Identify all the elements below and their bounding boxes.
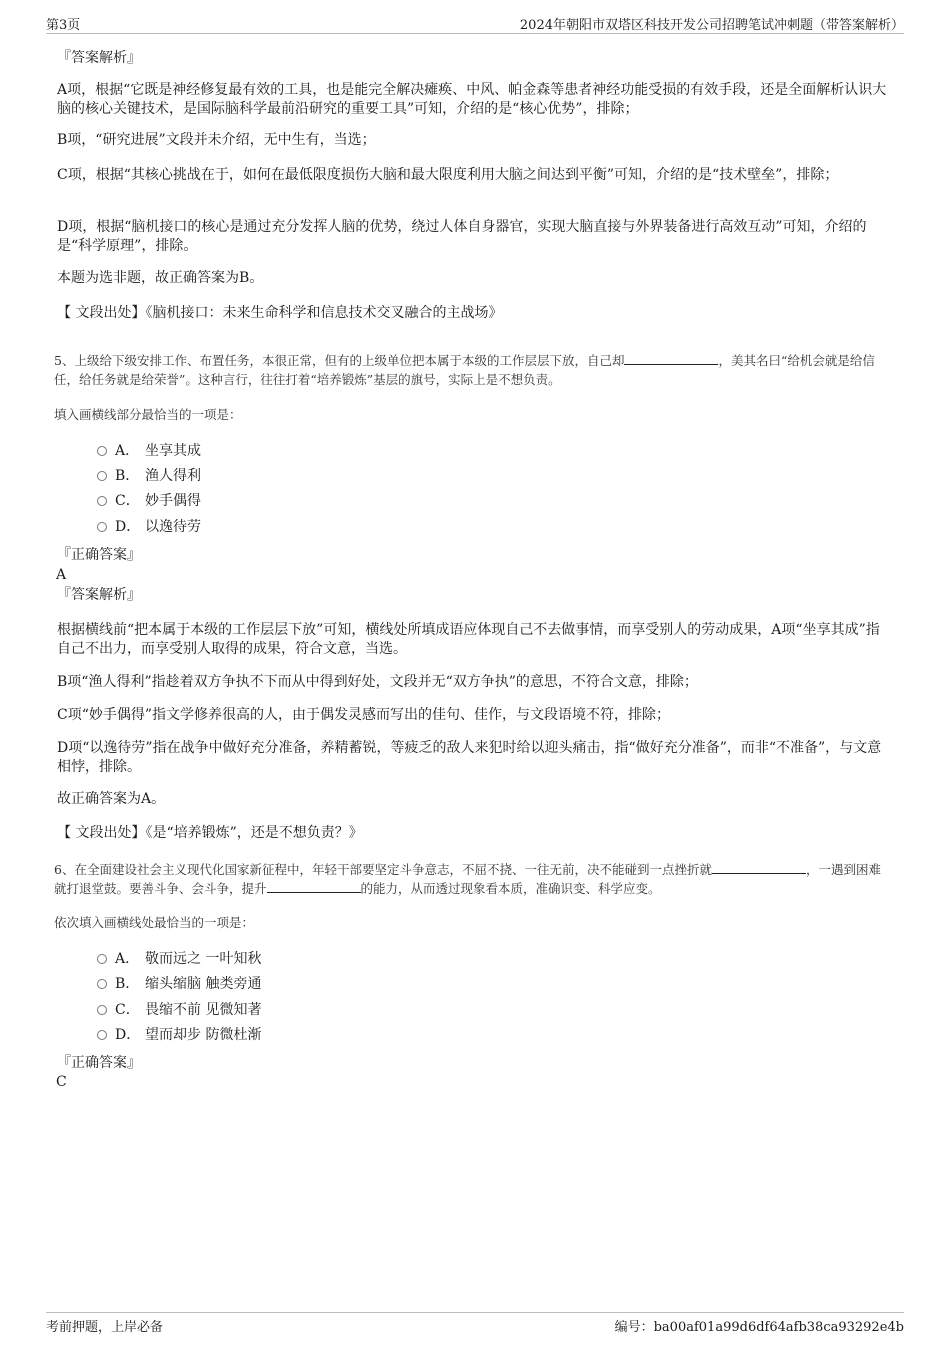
option-text: 以逸待劳: [145, 519, 201, 535]
option-letter: B．: [115, 976, 140, 992]
option-text: 敬而远之 一叶知秋: [145, 951, 262, 967]
option-letter: A．: [115, 443, 140, 459]
q5-analysis-p2: B项“渔人得利”指趁着双方争执不下而从中得到好处，文段并无“双方争执”的意思，不符合文意，排除；: [57, 674, 698, 690]
page-number: 第3页: [46, 18, 81, 33]
q4-analysis-a: A项，根据“它既是神经修复最有效的工具，也是能完全解决瘫痪、中风、帕金森等患者神经功能受损的有效手段，还是全面解析认识大脑的核心关键技术，是国际脑科学最前沿研究的重要工具”可知，介绍的是“核心优势”，排除；: [57, 82, 887, 117]
q5-option-d[interactable]: [97, 518, 201, 536]
page-footer: [46, 1312, 904, 1333]
q6-option-a[interactable]: [97, 950, 261, 968]
option-letter: C．: [115, 1002, 140, 1018]
option-text: 坐享其成: [145, 443, 201, 459]
q6-blank-1: [712, 861, 806, 874]
q4-analysis-c: C项，根据“其核心挑战在于，如何在最低限度损伤大脑和最大限度利用大脑之间达到平衡”可知，介绍的是“技术壁垒”，排除；: [57, 167, 839, 183]
q4-source: 【 文段出处】《脑机接口：未来生命科学和信息技术交叉融合的主战场》: [57, 305, 503, 321]
page-header: [46, 14, 904, 34]
q6-prompt: 依次填入画横线处最恰当的一项是：: [54, 915, 255, 930]
radio-icon[interactable]: [97, 446, 107, 456]
q6-option-d[interactable]: [97, 1026, 261, 1044]
q4-analysis-label: 『答案解析』: [57, 50, 141, 66]
q5-option-c[interactable]: [97, 492, 201, 510]
option-text: 渔人得利: [145, 468, 201, 484]
q4-analysis-b: B项，“研究进展”文段并未介绍，无中生有，当选；: [57, 132, 376, 148]
q6-option-b[interactable]: [97, 975, 261, 993]
q5-stem-post: ，美其名曰“给机会就是给信任，给任务就是给荣誉”。这种言行，往往打着“培养锻炼”基层的旗号，实际上是不想负责。: [54, 353, 875, 387]
radio-icon[interactable]: [97, 496, 107, 506]
q6-stem: [54, 860, 892, 898]
q5-analysis-p3: C项“妙手偶得”指文学修养很高的人，由于偶发灵感而写出的佳句、佳作，与文段语境不符，排除；: [57, 707, 671, 723]
q5-answer: A: [56, 567, 67, 583]
q5-analysis-label: 『答案解析』: [57, 587, 141, 603]
option-letter: D．: [115, 519, 141, 535]
option-letter: A．: [115, 951, 140, 967]
document-title: 2024年朝阳市双塔区科技开发公司招聘笔试冲刺题（带答案解析）: [519, 18, 904, 33]
q6-answer-label: 『正确答案』: [57, 1055, 141, 1071]
q5-analysis-p1: 根据横线前“把本属于本级的工作层层下放”可知，横线处所填成语应体现自己不去做事情，而享受别人的劳动成果，A项“坐享其成”指自己不出力，而享受别人取得的成果，符合文意，当选。: [57, 622, 880, 657]
radio-icon[interactable]: [97, 954, 107, 964]
q5-source: 【 文段出处】《是“培养锻炼”，还是不想负责？》: [57, 825, 363, 841]
option-text: 妙手偶得: [145, 493, 201, 509]
q6-stem-pre: 6、在全面建设社会主义现代化国家新征程中，年轻干部要坚定斗争意志，不屈不挠、一往无前，决不能碰到一点挫折就: [54, 862, 712, 877]
option-text: 畏缩不前 见微知著: [145, 1002, 262, 1018]
q6-answer: C: [56, 1074, 67, 1090]
q5-stem-pre: 5、上级给下级安排工作、布置任务，本很正常，但有的上级单位把本属于本级的工作层层下放，自己却: [54, 353, 625, 368]
q5-stem: [54, 351, 892, 389]
footer-slogan: 考前押题，上岸必备: [46, 1320, 164, 1335]
q6-stem-mid: ，一遇到困难就打退堂鼓。要善斗争、会斗争，提升: [54, 862, 881, 896]
option-letter: D．: [115, 1027, 141, 1043]
option-text: 望而却步 防微杜渐: [145, 1027, 262, 1043]
q6-blank-2: [267, 880, 361, 893]
q5-option-a[interactable]: [97, 442, 201, 460]
radio-icon[interactable]: [97, 979, 107, 989]
radio-icon[interactable]: [97, 1030, 107, 1040]
option-text: 缩头缩脑 触类旁通: [145, 976, 262, 992]
q4-analysis-d: D项，根据“脑机接口的核心是通过充分发挥人脑的优势，绕过人体自身器官，实现大脑直接与外界装备进行高效互动”可知，介绍的是“科学原理”，排除。: [57, 219, 867, 254]
option-letter: B．: [115, 468, 140, 484]
q5-answer-label: 『正确答案』: [57, 547, 141, 563]
radio-icon[interactable]: [97, 471, 107, 481]
q5-analysis-p4: D项“以逸待劳”指在战争中做好充分准备，养精蓄锐，等疲乏的敌人来犯时给以迎头痛击，指“做好充分准备”，而非“不准备”，与文意相悖，排除。: [57, 740, 882, 775]
q6-option-c[interactable]: [97, 1001, 261, 1019]
document-id: 编号：ba00af01a99d6df64afb38ca93292e4b: [614, 1320, 904, 1335]
q4-conclusion: 本题为选非题，故正确答案为B。: [57, 270, 264, 286]
q5-conclusion: 故正确答案为A。: [57, 791, 166, 807]
q5-option-b[interactable]: [97, 467, 201, 485]
q6-stem-post: 的能力，从而透过现象看本质，准确识变、科学应变。: [360, 881, 661, 896]
q5-prompt: 填入画横线部分最恰当的一项是：: [54, 407, 242, 422]
q5-blank: [624, 352, 718, 365]
radio-icon[interactable]: [97, 1005, 107, 1015]
option-letter: C．: [115, 493, 140, 509]
radio-icon[interactable]: [97, 522, 107, 532]
